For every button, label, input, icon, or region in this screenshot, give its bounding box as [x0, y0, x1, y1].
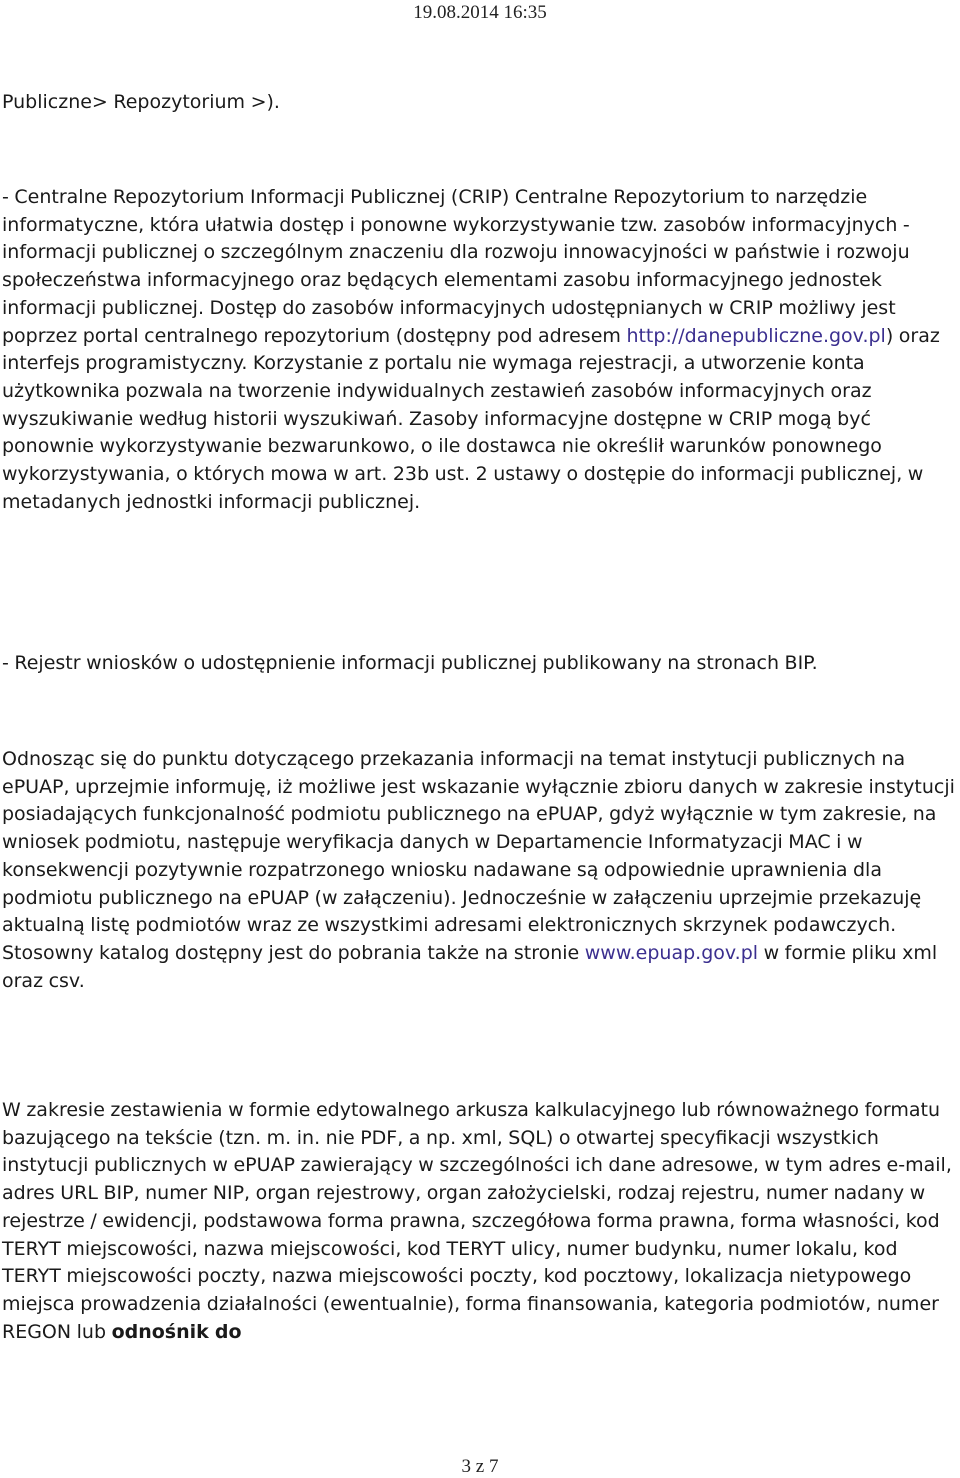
print-timestamp: 19.08.2014 16:35 — [413, 2, 547, 23]
epuap-text-end: w formie pliku xml oraz csv. — [2, 941, 938, 992]
paragraph-rejestr: - Rejestr wniosków o udostępnienie informacji publicznej publikowany na stronach BIP. — [2, 652, 818, 674]
crip-text-start: - Centralne Repozytorium Informacji Publicznej (CRIP) Centralne Repozytorium to narzędzie informatyczne, która ułatwia dostęp i ponowne wykorzystywanie tzw. zasobów informacyjnych - informacji publicznej o szczególnym znaczeniu dla rozwoju innowacyjności w państwie i rozwoju społeczeństwa informacyjnego oraz będących elementami zasobu informacyjnego jednostek informacji publicznej. Dostęp do zasobów informacyjnych udostępnianych w CRIP możliwy jest poprzez portal centralnego repozytorium (dostępny pod adresem — [2, 186, 910, 347]
zestawienie-bold-text: odnośnik do — [111, 1320, 242, 1343]
page-number: 3 z 7 — [461, 1456, 499, 1477]
danepubliczne-link[interactable]: http://danepubliczne.gov.pl — [626, 324, 886, 347]
paragraph-epuap-response — [2, 746, 958, 995]
epuap-link[interactable]: www.epuap.gov.pl — [584, 941, 759, 964]
paragraph-crip — [2, 184, 958, 516]
crip-text-end: ) oraz interfejs programistyczny. Korzystanie z portalu nie wymaga rejestracji, a utworzenie konta użytkownika pozwala na tworzenie indywidualnych zestawień zasobów informacyjnych oraz wyszukiwanie według historii wyszukiwań. Zasoby informacyjne dostępne w CRIP mogą być ponownie wykorzystywanie bezwarunkowo, o ile dostawca nie określił warunków ponownego wykorzystywania, o których mowa w art. 23b ust. 2 ustawy o dostępie do informacji publicznej, w metadanych jednostki informacji publicznej. — [2, 324, 940, 513]
breadcrumb-fragment: Publiczne> Repozytorium >). — [2, 91, 280, 113]
zestawienie-text: W zakresie zestawienia w formie edytowalnego arkusza kalkulacyjnego lub równoważnego formatu bazującego na tekście (tzn. m. in. nie PDF, a np. xml, SQL) o otwartej specyfikacji wszystkich instytucji publicznych w ePUAP zawierający w szczególności ich dane adresowe, w tym adres e-mail, adres URL BIP, numer NIP, organ rejestrowy, organ założycielski, rodzaj rejestru, numer nadany w rejestrze / ewidencji, podstawowa forma prawna, szczegółowa forma prawna, forma własności, kod TERYT miejscowości, nazwa miejscowości, kod TERYT ulicy, numer budynku, numer lokalu, kod TERYT miejscowości poczty, nazwa miejscowości poczty, kod pocztowy, lokalizacja nietypowego miejsca prowadzenia działalności (ewentualnie), forma finansowania, kategoria podmiotów, numer REGON lub — [2, 1099, 952, 1343]
paragraph-zestawienie — [2, 1097, 958, 1346]
epuap-text-start: Odnosząc się do punktu dotyczącego przekazania informacji na temat instytucji publicznych na ePUAP, uprzejmie informuję, iż możliwe jest wskazanie wyłącznie zbioru danych w zakresie instytucji posiadających funkcjonalność podmiotu publicznego na ePUAP, gdyż wyłącznie w tym zakresie, na wniosek podmiotu, następuje weryfikacja danych w Departamencie Informatyzacji MAC i w konsekwencji pozytywnie rozpatrzonego wniosku nadawane są odpowiednie uprawnienia dla podmiotu publicznego na ePUAP (w załączeniu). Jednocześnie w załączeniu uprzejmie przekazuję aktualną listę podmiotów wraz ze wszystkimi adresami elektronicznych skrzynek podawczych. Stosowny katalog dostępny jest do pobrania także na stronie — [2, 748, 955, 964]
